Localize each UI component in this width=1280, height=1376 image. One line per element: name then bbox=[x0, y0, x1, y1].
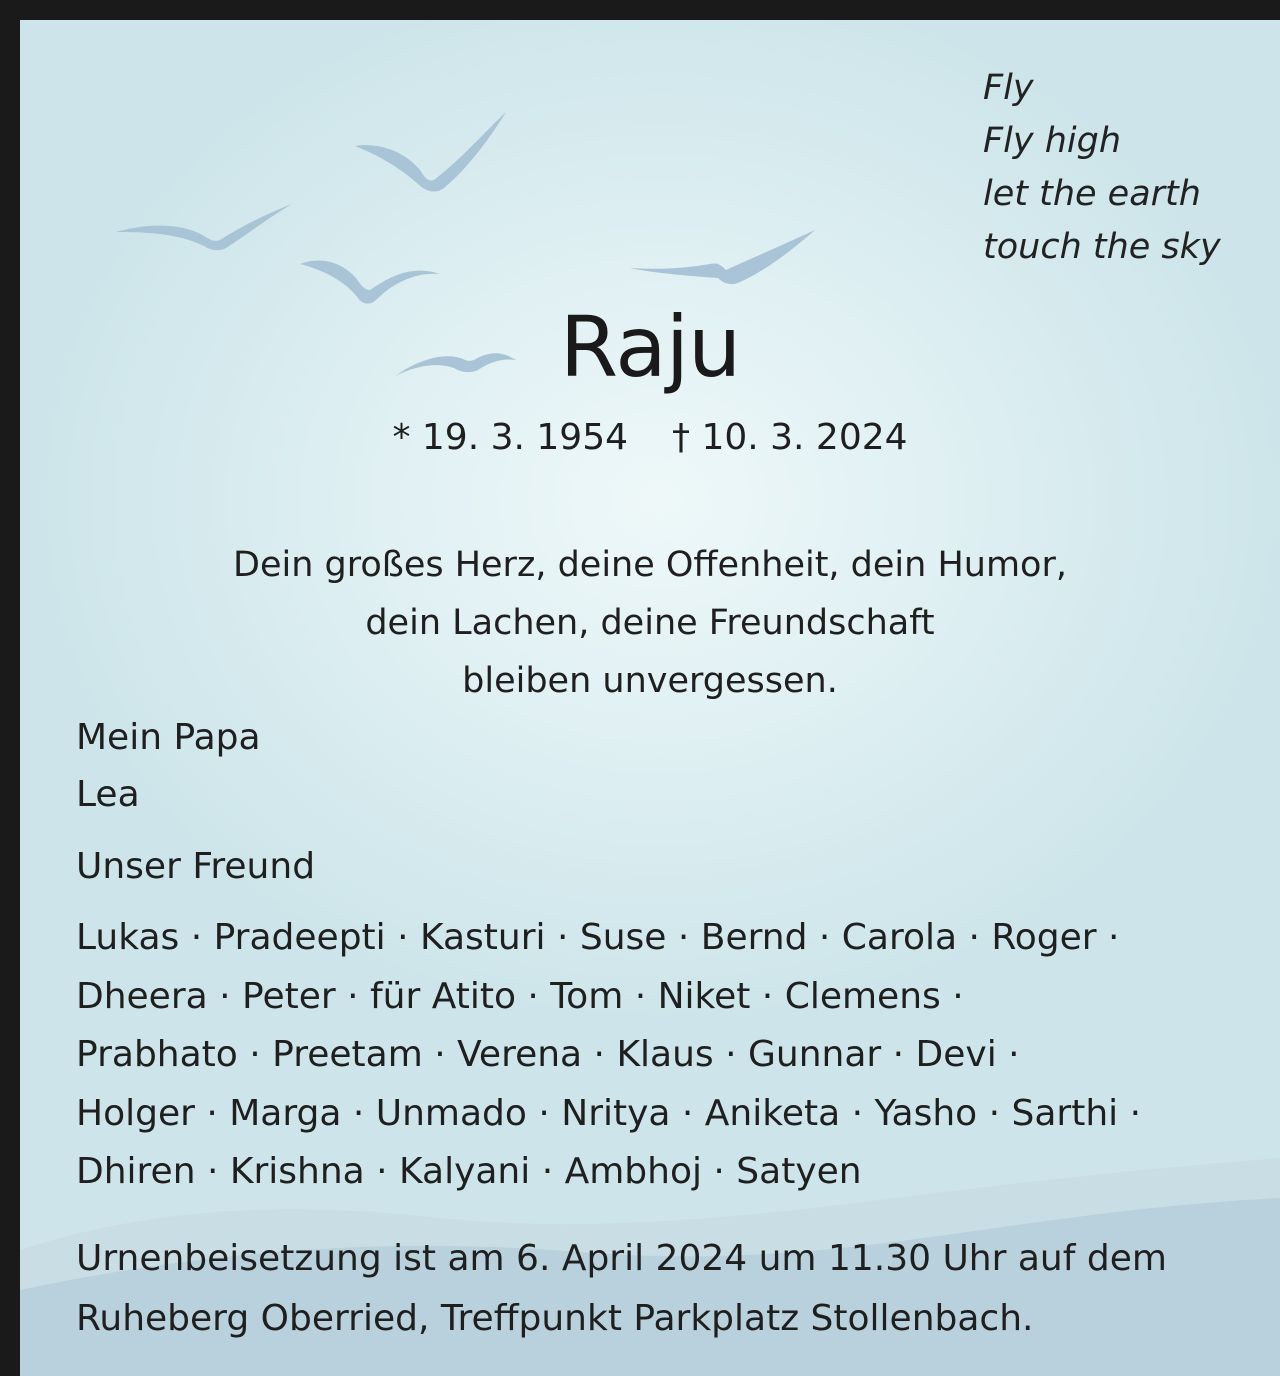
quote-line: bleiben unvergessen. bbox=[462, 661, 838, 701]
poem-line: touch the sky bbox=[983, 227, 1221, 267]
birth-date: * 19. 3. 1954 bbox=[392, 417, 628, 458]
poem-line: Fly high bbox=[983, 121, 1122, 161]
poem-line: let the earth bbox=[983, 174, 1201, 214]
friends-line: Prabhato · Preetam · Verena · Klaus · Gunnar · Devi · bbox=[76, 1034, 1020, 1075]
quote-line: dein Lachen, deine Freundschaft bbox=[365, 603, 935, 643]
friends-line: Lukas · Pradeepti · Kasturi · Suse · Bernd · Carola · Roger · bbox=[76, 917, 1120, 958]
friends-line: Dhiren · Krishna · Kalyani · Ambhoj · Satyen bbox=[76, 1151, 862, 1192]
burial-line: Urnenbeisetzung ist am 6. April 2024 um 11.30 Uhr auf dem bbox=[76, 1238, 1167, 1279]
quote-line: Dein großes Herz, deine Offenheit, dein Humor, bbox=[233, 545, 1067, 585]
family-mourners bbox=[76, 709, 261, 823]
friends-line: Dheera · Peter · für Atito · Tom · Niket · Clemens · bbox=[76, 975, 964, 1017]
friends-list bbox=[76, 909, 1226, 1202]
poem-line: Fly bbox=[983, 68, 1034, 108]
friends-label: Unser Freund bbox=[76, 846, 316, 887]
family-line: Mein Papa bbox=[76, 717, 261, 758]
death-date: † 10. 3. 2024 bbox=[672, 417, 908, 458]
family-line: Lea bbox=[76, 774, 140, 815]
burial-notice bbox=[76, 1229, 1256, 1349]
bird-icon bbox=[630, 230, 815, 284]
memorial-quote bbox=[20, 536, 1280, 710]
life-dates bbox=[20, 413, 1280, 463]
deceased-name: Raju bbox=[559, 298, 741, 396]
poem bbox=[983, 62, 1221, 274]
bird-icon bbox=[116, 204, 292, 250]
obituary-card bbox=[20, 20, 1280, 1376]
bird-icon bbox=[355, 112, 506, 191]
friends-line: Holger · Marga · Unmado · Nritya · Aniketa · Yasho · Sarthi · bbox=[76, 1092, 1142, 1134]
burial-line: Ruheberg Oberried, Treffpunkt Parkplatz Stollenbach. bbox=[76, 1298, 1034, 1339]
